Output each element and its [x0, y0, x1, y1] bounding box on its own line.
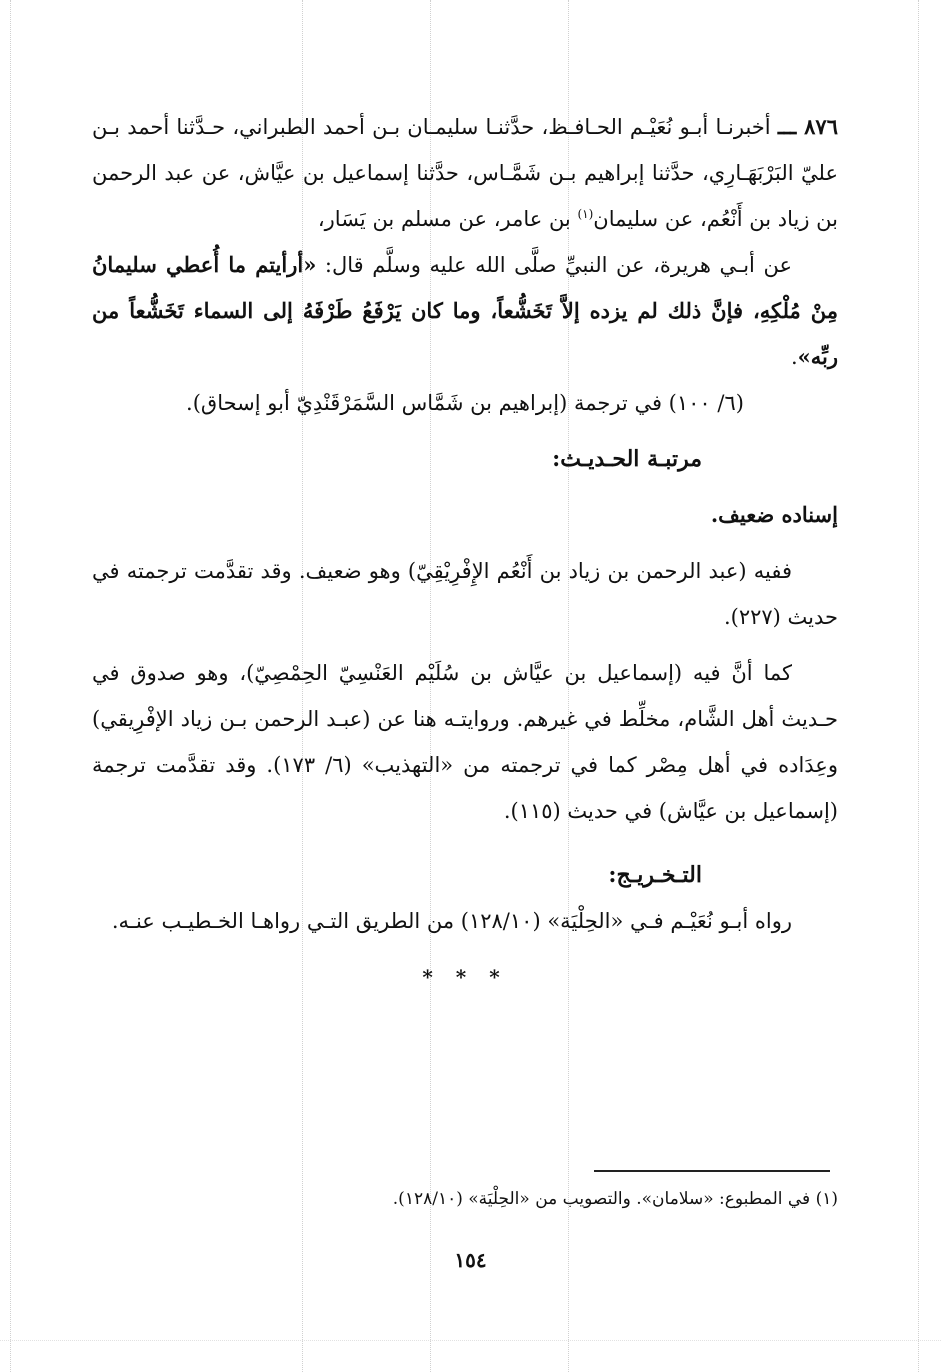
scan-guide	[10, 0, 11, 1372]
grade-heading: مرتبـة الحـديـث:	[552, 446, 702, 472]
hadith-matn	[92, 242, 838, 380]
grade-paragraph-1: ففيه (عبد الرحمن بن زياد بن أَنْعُم الإِفْرِيْقِيّ) وهو ضعيف. وقد تقدَّمت ترجمته في حديث (٢٢٧).	[92, 559, 838, 629]
takhrij-heading: التـخـريـج:	[608, 862, 702, 888]
grade-verdict: إسناده ضعيف.	[710, 502, 838, 527]
hadith-number: ٨٧٦ ـــ	[777, 114, 838, 139]
footnote: (١) في المطبوع: «سلامان». والتصويب من «الحِلْيَة» (١٢٨/١٠).	[392, 1189, 838, 1209]
section-separator: * * *	[422, 965, 508, 989]
isnad-text: أخبرنـا أبـو نُعَيْـم الحـافـظ، حدَّثنـا سليمـان بـن أحمد الطبراني، حـدَّثنا أحمد بـن عليّ البَرْبَهَـارِي، حدَّثنا إبراهيم بـن شَمَّـاس، حدَّثنا إسماعيل بن عيَّاش، عن عبد الرحمن بن زياد بن أَنْعُم، عن سليمان	[92, 115, 838, 231]
hadith-isnad	[92, 104, 838, 242]
scan-guide	[0, 1340, 941, 1341]
page-content	[92, 104, 838, 1000]
matn-end: .	[790, 345, 798, 369]
isnad-end-text: بن عامر، عن مسلم بن يَسَار،	[317, 207, 571, 231]
matn-text: «أرأيتم ما أُعطي سليمانُ مِنْ مُلْكِهِ، فإنَّ ذلك لم يزده إلاَّ تَخَشُّعاً، وما كان يَرْفَعُ طَرْفَهُ إلى السماء تَخَشُّعاً من ربِّه»	[92, 252, 838, 369]
grade-paragraph-2: كما أنَّ فيه (إسماعيل بن عيَّاش بن سُلَيْم العَنْسِيّ الحِمْصِيّ)، وهو صدوق في حـديث أهل الشَّام، مخلِّط في غيرهم. وروايتـه هنا عن (عبـد الرحمن بـن زياد الإفْرِيقي) وعِدَاده في أهل مِصْر كما في ترجمته من «التهذيب» (٦/ ١٧٣). وقد تقدَّمت ترجمة (إسماعيل بن عيَّاش) في حديث (١١٥).	[92, 661, 838, 823]
footnote-divider	[594, 1170, 830, 1172]
page-number: ١٥٤	[454, 1248, 487, 1272]
scan-guide	[918, 0, 919, 1372]
footnote-marker[interactable]: (١)	[577, 207, 594, 221]
source-reference: (٦/ ١٠٠) في ترجمة (إبراهيم بن شَمَّاس السَّمَرْقَنْدِيّ أبو إسحاق).	[186, 391, 744, 415]
takhrij-paragraph: رواه أبـو نُعَيْـم فـي «الحِلْيَة» (١٢٨/١٠) من الطريق التـي رواهـا الخـطيـب عنـه.	[111, 909, 792, 933]
matn-intro: عن أبـي هريرة، عن النبيِّ صلَّى الله عليه وسلَّم قال:	[324, 253, 792, 277]
